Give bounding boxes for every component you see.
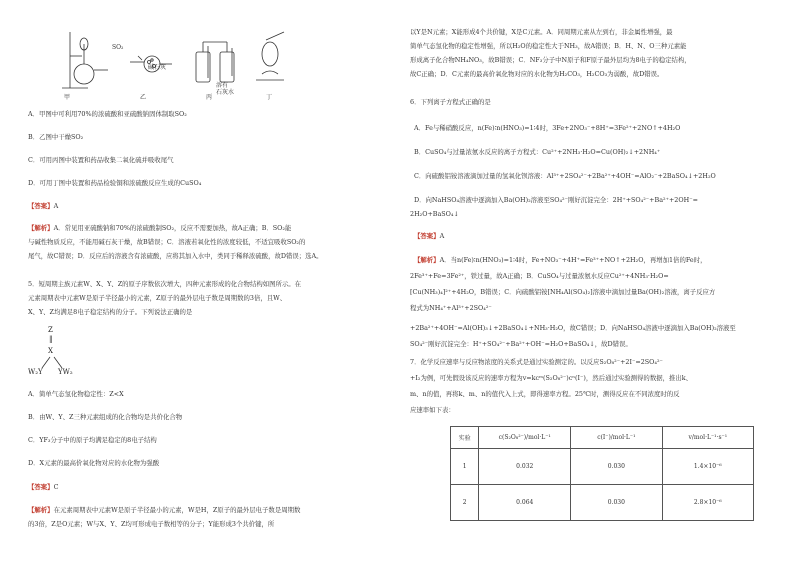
explain-tag: 【解析】 <box>28 506 54 514</box>
note-limewater: 石灰水 <box>216 89 235 96</box>
q4-option-b: B．乙图中干燥SO₂ <box>28 133 84 141</box>
struct-double-bond: ‖ <box>49 335 53 343</box>
table-cell: 1.4×10⁻⁶ <box>662 449 753 485</box>
q5-explain-line-1 <box>28 504 300 517</box>
q5-explain-cont-2: 简单气态氢化物的稳定性增强，所以H₂O的稳定性大于NH₃，故A错误；B．H、N、O三种元素能 <box>410 42 687 50</box>
q7-stem-line-2: +I₂为例，可先假设该反应的速率方程为v=kcᵐ(S₂O₈²⁻)cⁿ(I⁻)，然后通过实验测得的数据，推出k、 <box>410 374 693 382</box>
table-cell: 2 <box>451 485 479 521</box>
q7-stem-line-4: 应速率如下表： <box>410 406 455 414</box>
struct-x: X <box>48 347 53 355</box>
q5-explain-line-2: 的3倍，Z是O元素；W与X、Y、Z均可形成电子数相等的分子；Y能形成3个共价键，所 <box>28 520 275 528</box>
q6-stem: 6．下列离子方程式正确的是 <box>410 98 491 106</box>
q6-option-c: C．向硫酸铝铵溶液滴加过量的氢氧化钡溶液：Al³⁺+2SO₄²⁻+2Ba²⁺+4OH⁻=AlO₂⁻+2BaSO₄↓+2H₂O <box>414 172 716 180</box>
table-header: c(S₂O₈²⁻)/mol·L⁻¹ <box>479 427 571 449</box>
table-cell: 0.030 <box>571 449 662 485</box>
q5-stem-line-1: 5．短周期主族元素W、X、Y、Z的原子序数依次增大，四种元素形成的化合物结构如图所示。在 <box>28 280 302 288</box>
explain-text: A．常见用亚硫酸钠和70%的浓硫酸制SO₂，反应不需要加热，故A正确；B．SO₂能 <box>53 224 292 232</box>
table-cell: 0.064 <box>479 485 571 521</box>
q7-stem-line-1: 7．化学反应速率与反应物浓度的关系式是通过实验测定的。以反应S₂O₈²⁻+2I⁻=2SO₄²⁻ <box>410 358 663 366</box>
apparatus-ding <box>256 32 284 80</box>
right-column <box>410 0 780 562</box>
struct-z: Z <box>48 326 53 334</box>
q4-option-c: C．可用丙图中装置和药品收集二氧化硫并吸收尾气 <box>28 156 174 164</box>
table-header: 实验 <box>451 427 479 449</box>
q6-explain-line-5: +2Ba²⁺+4OH⁻=Al(OH)₃↓+2BaSO₄↓+NH₃·H₂O，故C错误；D．向NaHSO₄溶液中逐滴加入Ba(OH)₂溶液至 <box>410 324 736 332</box>
label-jia: 甲 <box>64 94 71 101</box>
note-soda-lime: 碱石灰 <box>148 64 167 71</box>
explain-text: A．当n(Fe)∶n(HNO₃)=1∶4时，Fe+NO₃⁻+4H⁺=Fe³⁺+NO↑+2H₂O，再增加1倍的Fe时， <box>439 256 707 264</box>
table-header-row <box>451 427 754 449</box>
table-cell: 0.030 <box>571 485 662 521</box>
table-row <box>451 449 754 485</box>
q5-stem-line-3: X、Y、Z均满足8电子稳定结构的分子。下列说法正确的是 <box>28 308 193 316</box>
q4-answer <box>28 200 58 213</box>
q4-option-d: D．可用丁图中装置和药品检验铜和浓硫酸反应生成的CuSO₄ <box>28 179 202 187</box>
table-header: c(I⁻)/mol·L⁻¹ <box>571 427 662 449</box>
q6-explain-line-3: [Cu(NH₃)₄]²⁺+4H₂O，B错误；C．向硫酸铝铵[NH₄Al(SO₄)₂]溶液中滴加过量Ba(OH)₂溶液，离子反应方 <box>410 288 716 296</box>
q6-explain-line-6: SO₄²⁻刚好沉淀完全：H⁺+SO₄²⁻+Ba²⁺+OH⁻=H₂O+BaSO₄↓，故D错误。 <box>410 340 632 348</box>
q6-option-a: A．Fe与稀硝酸反应，n(Fe)∶n(HNO₃)=1∶4时，3Fe+2NO₃⁻+8H⁺=3Fe²⁺+2NO↑+4H₂O <box>414 124 681 132</box>
apparatus-figure <box>48 30 293 92</box>
answer-value: A <box>439 232 445 240</box>
q4-explain-line-2: 与碱性物质反应，不能用碱石灰干燥，故B错误；C．溶液若氧化性的浓度较低，不适宜吸收SO₂的 <box>28 238 306 246</box>
q6-explain-line-1 <box>414 254 707 267</box>
label-ding: 丁 <box>266 94 273 101</box>
note-dissolved: 溶有 <box>216 82 229 89</box>
table-header: v/mol·L⁻¹·s⁻¹ <box>662 427 753 449</box>
table-cell: 2.8×10⁻⁶ <box>662 485 753 521</box>
label-yi: 乙 <box>140 94 147 101</box>
explain-text: 在元素周期表中元素W是原子半径最小的元素，W是H，Z原子的最外层电子数是周期数 <box>53 506 301 514</box>
q5-stem-line-2: 元素周期表中元素W是原子半径最小的元素，Z原子的最外层电子数是周期数的3倍，且W、 <box>28 294 287 302</box>
note-so2: SO₂ <box>112 44 124 51</box>
q5-option-c: C．YF₃分子中的原子均满足稳定的8电子结构 <box>28 436 157 444</box>
q4-option-a: A．甲图中可利用70%的浓硫酸和亚硫酸钠固体制取SO₂ <box>28 110 187 118</box>
q5-answer <box>28 481 58 494</box>
q5-option-a: A．简单气态氢化物稳定性：Z<X <box>28 390 124 398</box>
struct-left: W₂Y <box>28 368 43 376</box>
q6-option-d: D．向NaHSO₄溶液中逐滴加入Ba(OH)₂溶液至SO₄²⁻刚好沉淀完全：2H⁺+SO₄²⁻+Ba²⁺+2OH⁻= <box>414 196 698 204</box>
rate-table <box>450 426 754 521</box>
q5-option-b: B．由W、Y、Z三种元素组成的化合物均是共价化合物 <box>28 413 183 421</box>
struct-right: YW₂ <box>58 368 73 376</box>
q5-explain-cont-1: 以Y是N元素；X能形成4个共价键，X是C元素。A．同周期元素从左到右，非金属性增强，最 <box>410 28 673 36</box>
q4-explain-line-1 <box>28 222 291 235</box>
table-row <box>451 485 754 521</box>
answer-value: C <box>53 483 59 491</box>
q4-explain-line-3: 尾气，故C错误；D．反应后的溶液含有浓硫酸，应将其加入水中，类同于稀释浓硫酸，故D错误；选A。 <box>28 252 323 260</box>
apparatus-jia <box>62 32 108 88</box>
q6-answer <box>414 230 444 243</box>
q6-explain-line-4: 程式为NH₄⁺+Al³⁺+2SO₄²⁻ <box>410 304 492 312</box>
q5-explain-cont-4: 故C正确；D．C元素的最高价氧化物对应的水化物为H₂CO₃，H₂CO₃为弱酸，故D错误。 <box>410 70 664 78</box>
explain-tag: 【解析】 <box>414 256 440 264</box>
table-cell: 1 <box>451 449 479 485</box>
answer-tag: 【答案】 <box>28 202 54 210</box>
explain-tag: 【解析】 <box>28 224 54 232</box>
label-bing: 丙 <box>206 94 213 101</box>
answer-tag: 【答案】 <box>28 483 54 491</box>
table-cell: 0.032 <box>479 449 571 485</box>
q5-explain-cont-3: 形成离子化合物NH₄NO₃，故B错误；C．NF₃分子中N原子和F原子最外层均为8电子的稳定结构， <box>410 56 691 64</box>
q6-explain-line-2: 2Fe³⁺+Fe=3Fe²⁺，铁过量，故A正确；B．CuSO₄与过量浓氨水反应Cu²⁺+4NH₃·H₂O= <box>410 272 669 280</box>
q7-stem-line-3: m、n的值，再将k、m、n的值代入上式，即得速率方程。25℃时，测得反应在不同浓度时的反 <box>410 390 680 398</box>
q5-option-d: D．X元素的最高价氧化物对应的水化物为强酸 <box>28 459 160 467</box>
answer-value: A <box>53 202 59 210</box>
answer-tag: 【答案】 <box>414 232 440 240</box>
q6-option-b: B．CuSO₄与过量浓氨水反应的离子方程式：Cu²⁺+2NH₃·H₂O=Cu(OH)₂↓+2NH₄⁺ <box>414 148 661 156</box>
left-column <box>28 0 373 562</box>
apparatus-bing <box>196 42 234 82</box>
q6-option-d-cont: 2H₂O+BaSO₄↓ <box>410 210 459 218</box>
